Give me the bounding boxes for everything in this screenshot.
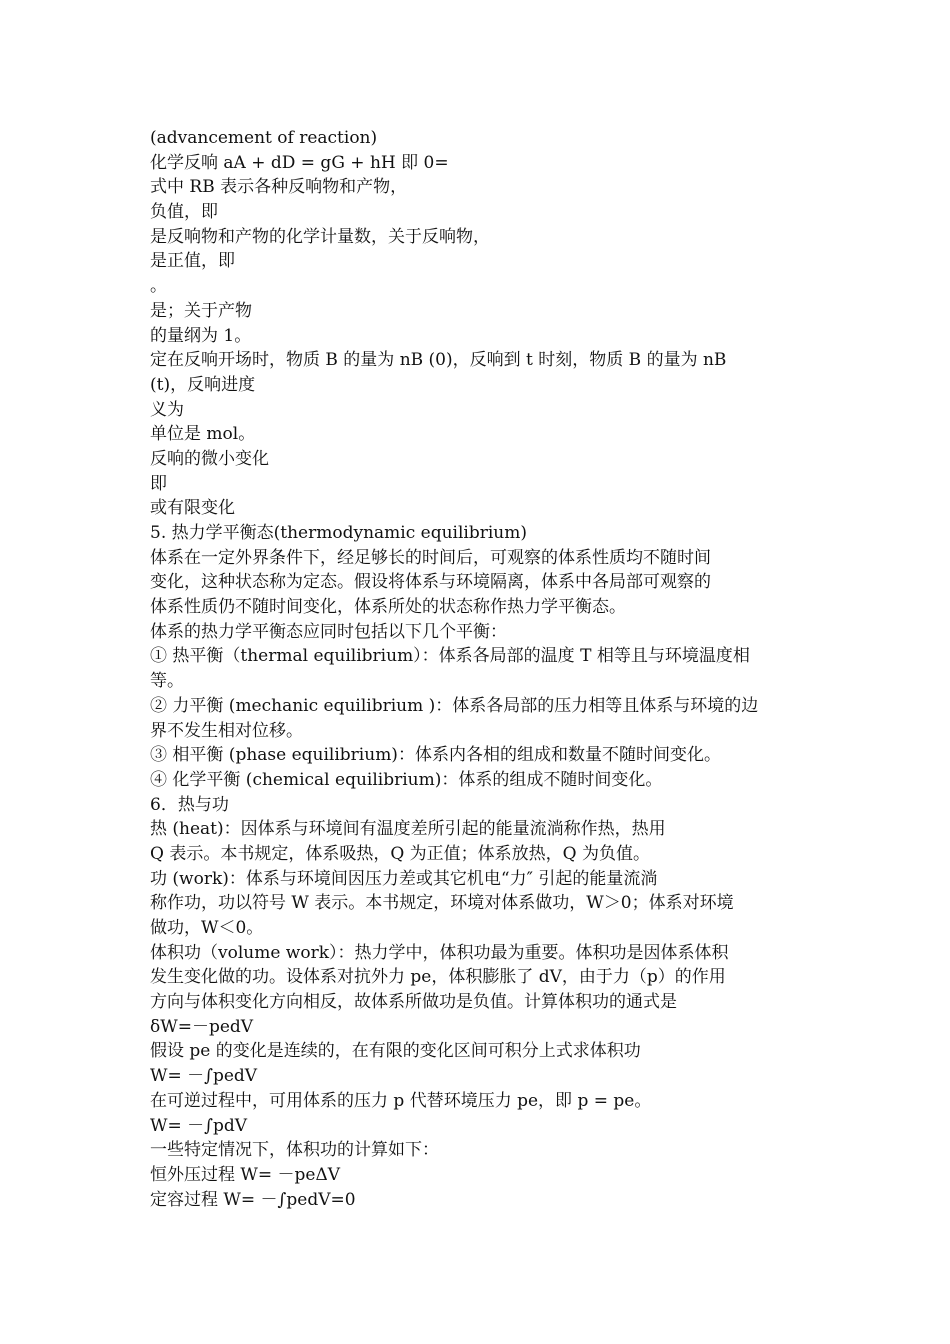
formula-line: W= －∫pdV [150,1115,248,1136]
text-line: 称作功，功以符号 W 表示。本书规定，环境对体系做功，W＞0；体系对环境 [150,893,734,914]
text-line: 单位是 mol。 [150,424,256,445]
text-line: 负值，即 [150,202,218,223]
text-line: 体系的热力学平衡态应同时包括以下几个平衡： [150,621,507,642]
list-item: ③ 相平衡 (phase equilibrium)：体系内各相的组成和数量不随时间变化。 [150,745,721,766]
text-line: 的量纲为 1。 [150,325,252,346]
text-line: 方向与体积变化方向相反，故体系所做功是负值。计算体积功的通式是 [150,992,677,1013]
section-heading: 5. 热力学平衡态(thermodynamic equilibrium) [150,523,527,543]
text-line: 定在反响开场时，物质 B 的量为 nB (0)，反响到 t 时刻，物质 B 的量为 nB [150,350,727,371]
text-line: 功 (work)：体系与环境间因压力差或其它机电“力″ 引起的能量流淌 [150,868,658,889]
text-line: 式中 RB 表示各种反响物和产物， [150,177,408,198]
text-line: 反响的微小变化 [150,448,269,469]
section-heading: 6．热与功 [150,794,229,815]
text-line: 是反响物和产物的化学计量数，关于反响物， [150,226,490,247]
text-line: 体系性质仍不随时间变化，体系所处的状态称作热力学平衡态。 [150,597,626,618]
text-line: (advancement of reaction) [150,128,378,148]
text-line: 热 (heat)：因体系与环境间有温度差所引起的能量流淌称作热，热用 [150,819,666,840]
list-item: ② 力平衡 (mechanic equilibrium )：体系各局部的压力相等且体系与环境的边 [150,695,759,716]
text-line: 体积功（volume work）：热力学中，体积功最为重要。体积功是因体系体积 [150,942,729,963]
text-line: 假设 pe 的变化是连续的，在有限的变化区间可积分上式求体积功 [150,1041,641,1062]
text-line: 做功，W＜0。 [150,918,264,938]
text-line: 体系在一定外界条件下，经足够长的时间后，可观察的体系性质均不随时间 [150,547,711,568]
text-line: 是正值，即 [150,251,235,272]
text-line: 是；关于产物 [150,300,252,321]
text-line: 化学反响 aA + dD = gG + hH 即 0= [150,152,449,173]
document-body [150,126,800,1212]
text-line: 等。 [150,671,184,692]
text-line: 。 [150,276,167,297]
formula-line: 定容过程 W= －∫pedV=0 [150,1189,356,1210]
text-line: Q 表示。本书规定，体系吸热，Q 为正值；体系放热，Q 为负值。 [150,843,651,864]
formula-line: W= －∫pedV [150,1066,258,1087]
text-line: 或有限变化 [150,498,235,519]
formula-line: 恒外压过程 W= －peΔV [150,1164,341,1185]
text-line: 一些特定情况下，体积功的计算如下： [150,1140,439,1161]
list-item: ① 热平衡（thermal equilibrium）：体系各局部的温度 T 相等且与环境温度相 [150,646,750,667]
text-line: 即 [150,473,167,494]
text-line: 义为 [150,399,184,420]
list-item: ④ 化学平衡 (chemical equilibrium)：体系的组成不随时间变化。 [150,769,663,790]
text-line: 在可逆过程中，可用体系的压力 p 代替环境压力 pe，即 p = pe。 [150,1090,652,1111]
text-line: (t)，反响进度 [150,374,256,395]
text-line: 发生变化做的功。设体系对抗外力 pe，体积膨胀了 dV，由于力（p）的作用 [150,967,726,988]
text-line: 变化，这种状态称为定态。假设将体系与环境隔离，体系中各局部可观察的 [150,572,711,593]
text-line: 界不发生相对位移。 [150,720,303,741]
formula-line: δW=－pedV [150,1016,254,1037]
